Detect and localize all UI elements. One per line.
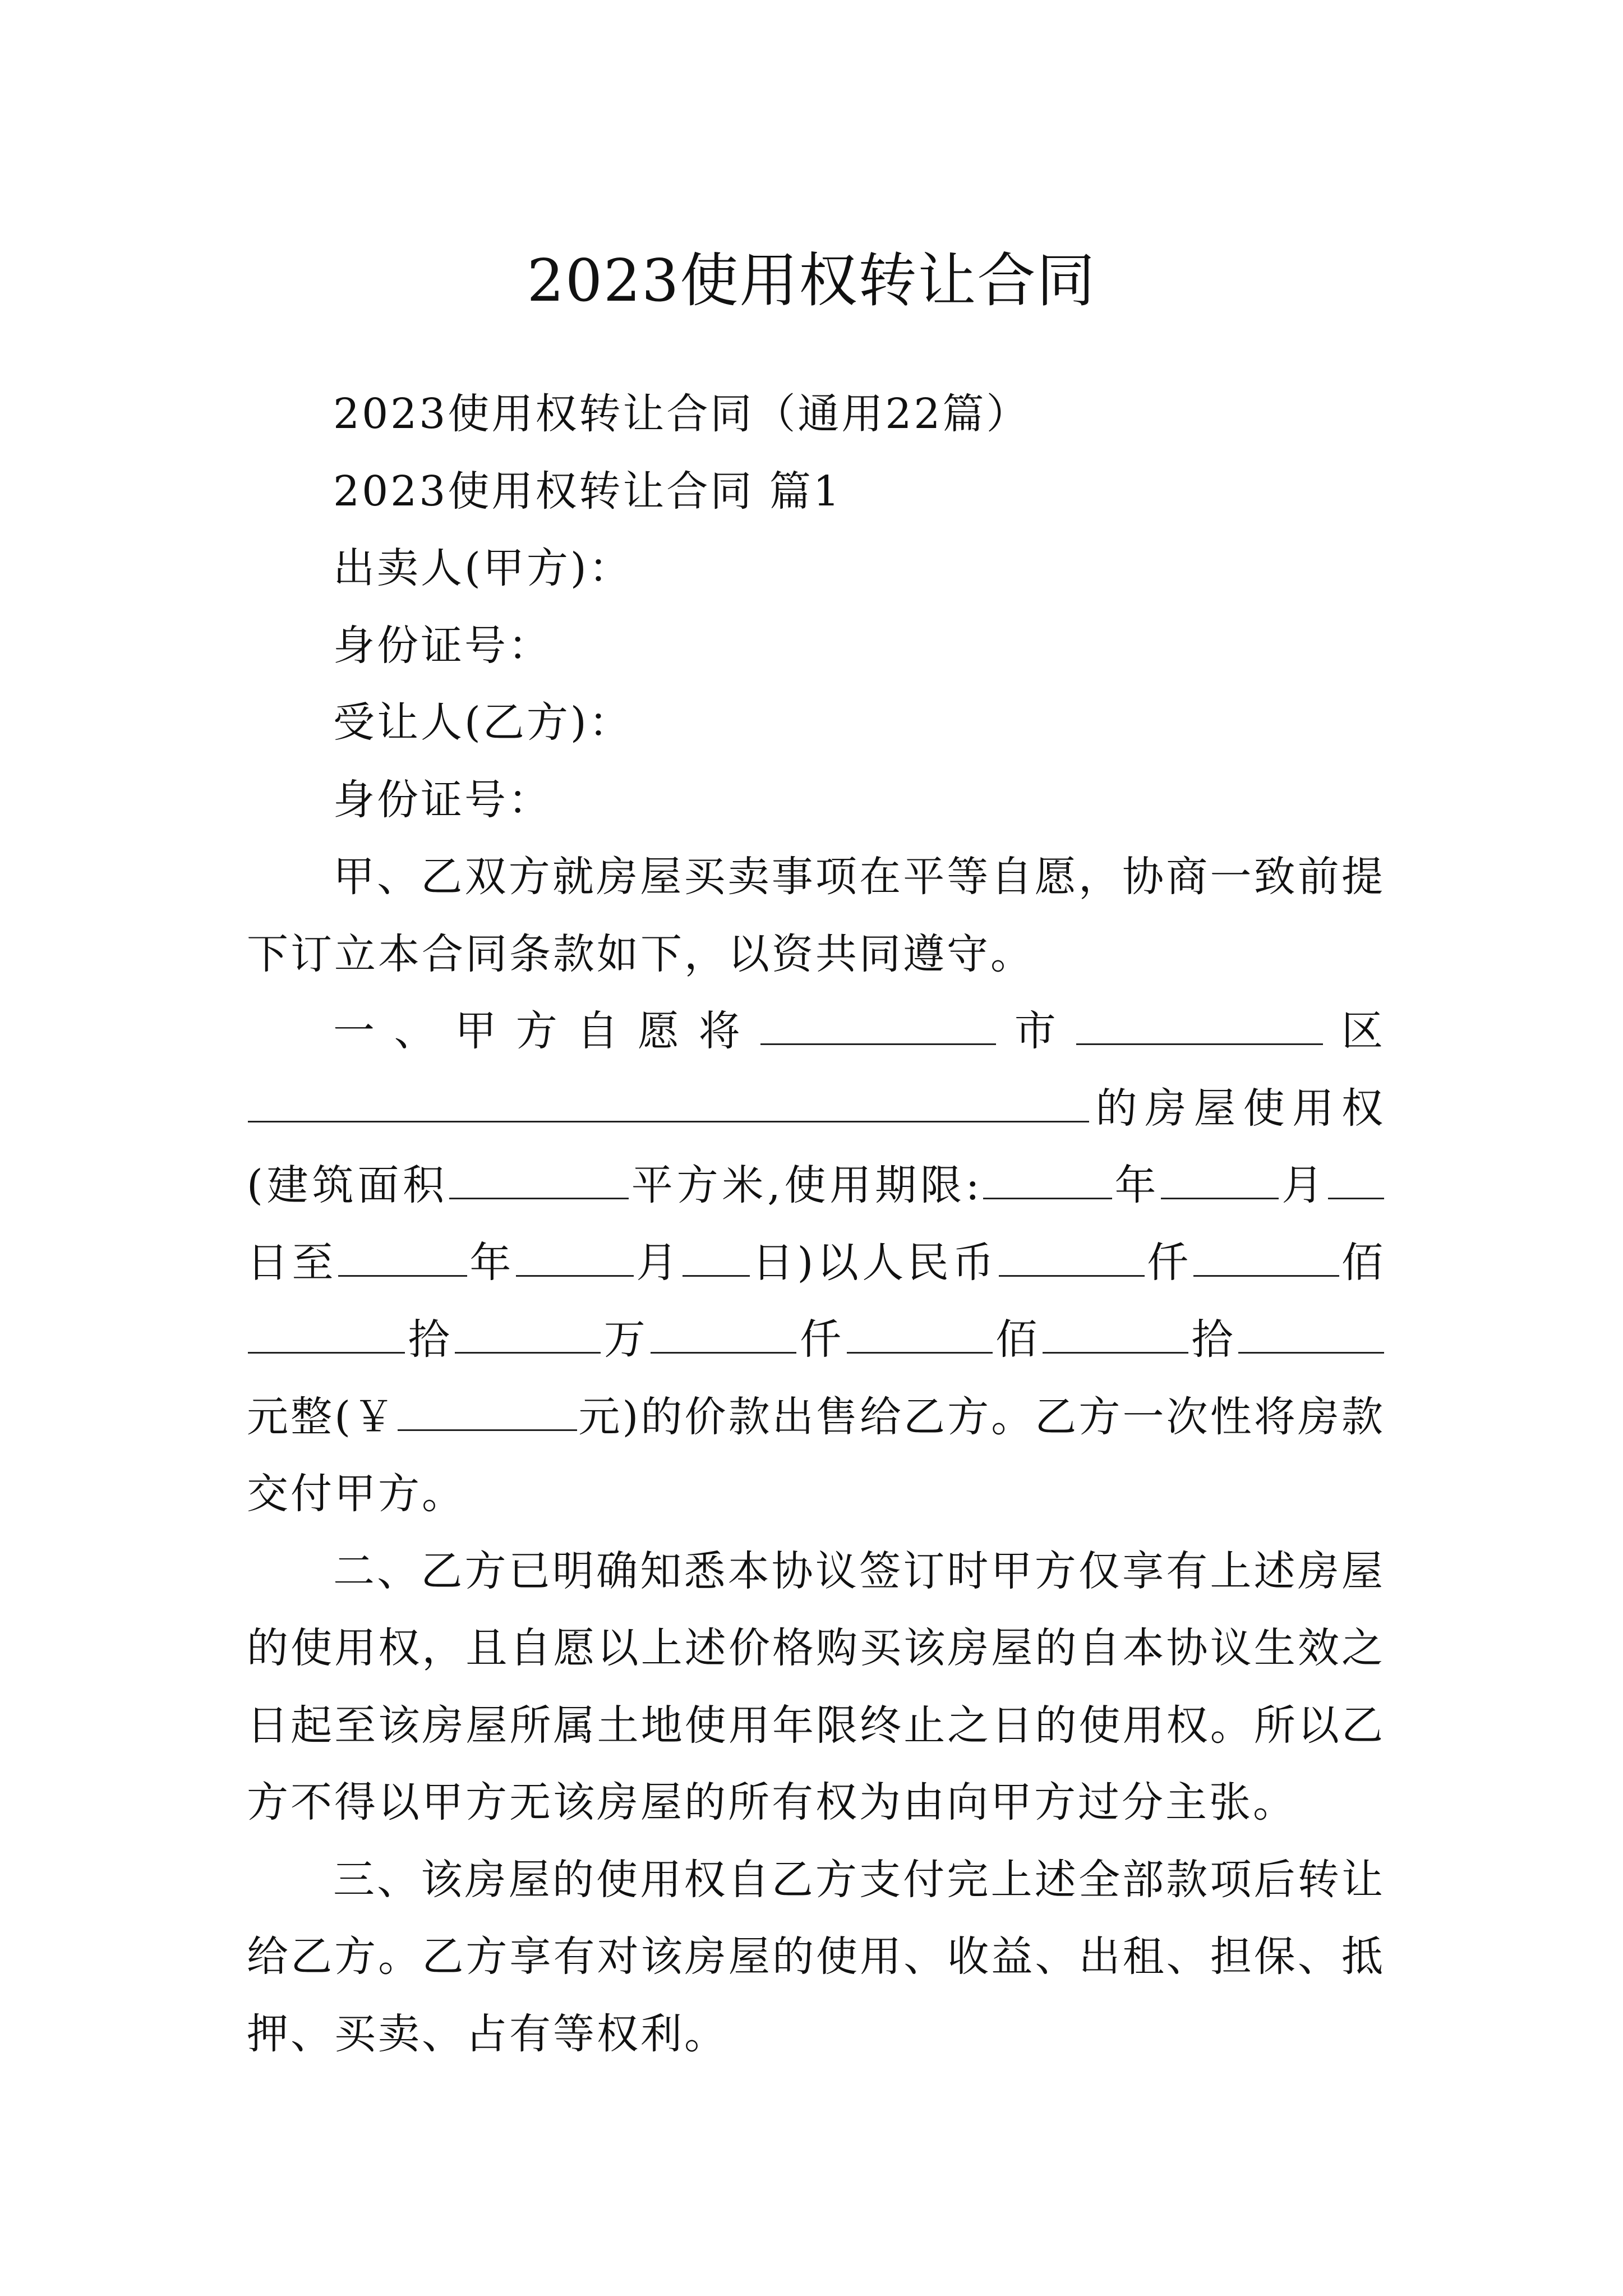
section-heading: 2023使用权转让合同 篇1 bbox=[333, 467, 842, 516]
clause-1-text: 仟 bbox=[797, 1315, 846, 1364]
start-month-blank[interactable] bbox=[1161, 1163, 1279, 1199]
amount-blank[interactable] bbox=[651, 1317, 796, 1354]
clause-1-text: 仟 bbox=[1145, 1238, 1192, 1287]
address-blank[interactable] bbox=[248, 1086, 1089, 1122]
clause-1-text: 拾 bbox=[406, 1315, 454, 1364]
seller-id-label: 身份证号： bbox=[333, 621, 552, 670]
clause-1-text: 年 bbox=[1113, 1161, 1160, 1209]
clause-1-text: 拾 bbox=[1189, 1315, 1238, 1364]
intro-paragraph: 甲、乙双方就房屋买卖事项在平等自愿，协商一致前提下订立本合同条款如下，以资共同遵守。 bbox=[247, 853, 1385, 978]
clause-1-text: 日至 bbox=[247, 1238, 337, 1287]
clause-1-text: 的房屋使用权(建筑面积 bbox=[247, 1084, 1385, 1209]
amount-blank[interactable] bbox=[999, 1240, 1145, 1277]
amount-blank[interactable] bbox=[455, 1317, 601, 1354]
document-title: 2023使用权转让合同 bbox=[527, 246, 1096, 315]
amount-blank[interactable] bbox=[1193, 1240, 1339, 1277]
subtitle: 2023使用权转让合同（通用22篇） bbox=[333, 390, 1030, 438]
clause-1-text: 一、甲方自愿将 bbox=[333, 1007, 760, 1055]
buyer-label: 受让人(乙方)： bbox=[333, 698, 633, 747]
clause-2: 二、乙方已明确知悉本协议签订时甲方仅享有上述房屋的使用权，且自愿以上述价格购买该房屋的自本协议生效之日起至该房屋所属土地使用年限终止之日的使用权。所以乙方不得以甲方无该房屋的所有权为由向甲方过分主张。 bbox=[247, 1547, 1385, 1826]
amount-blank[interactable] bbox=[1043, 1317, 1188, 1354]
clause-3: 三、该房屋的使用权自乙方支付完上述全部款项后转让给乙方。乙方享有对该房屋的使用、收益、出租、担保、抵押、买卖、占有等权利。 bbox=[247, 1855, 1385, 2058]
buyer-id-label: 身份证号： bbox=[333, 775, 552, 824]
clause-1 bbox=[247, 993, 1385, 1533]
yuan-amount-blank[interactable] bbox=[398, 1395, 577, 1431]
end-year-blank[interactable] bbox=[338, 1240, 467, 1277]
amount-blank[interactable] bbox=[1238, 1317, 1384, 1354]
city-blank[interactable] bbox=[760, 1009, 996, 1045]
end-day-blank[interactable] bbox=[683, 1240, 750, 1277]
seller-label: 出卖人(甲方)： bbox=[333, 544, 633, 592]
clause-1-text: 佰 bbox=[1340, 1238, 1386, 1287]
clause-1-text: 月 bbox=[634, 1238, 681, 1287]
clause-1-text: 月 bbox=[1280, 1161, 1327, 1209]
clause-1-text: 平方米,使用期限: bbox=[629, 1161, 982, 1209]
clause-1-text: 佰 bbox=[993, 1315, 1041, 1364]
amount-blank[interactable] bbox=[847, 1317, 993, 1354]
document-body bbox=[247, 376, 1385, 2073]
clause-1-text: 市 bbox=[997, 1007, 1076, 1055]
area-blank[interactable] bbox=[449, 1163, 629, 1199]
amount-blank[interactable] bbox=[248, 1317, 405, 1354]
clause-1-text: 日)以人民币 bbox=[750, 1238, 998, 1287]
start-year-blank[interactable] bbox=[983, 1163, 1112, 1199]
clause-1-text: 区 bbox=[1324, 1007, 1386, 1055]
clause-1-text: 年 bbox=[468, 1238, 515, 1287]
district-blank[interactable] bbox=[1076, 1009, 1323, 1045]
end-month-blank[interactable] bbox=[516, 1240, 634, 1277]
start-day-blank[interactable] bbox=[1328, 1163, 1384, 1199]
clause-1-text: 元)的价款出售给乙方。乙方一次性将房款交付甲方。 bbox=[247, 1392, 1385, 1518]
clause-1-text: 元整(￥ bbox=[247, 1392, 397, 1441]
clause-1-text: 万 bbox=[602, 1315, 650, 1364]
